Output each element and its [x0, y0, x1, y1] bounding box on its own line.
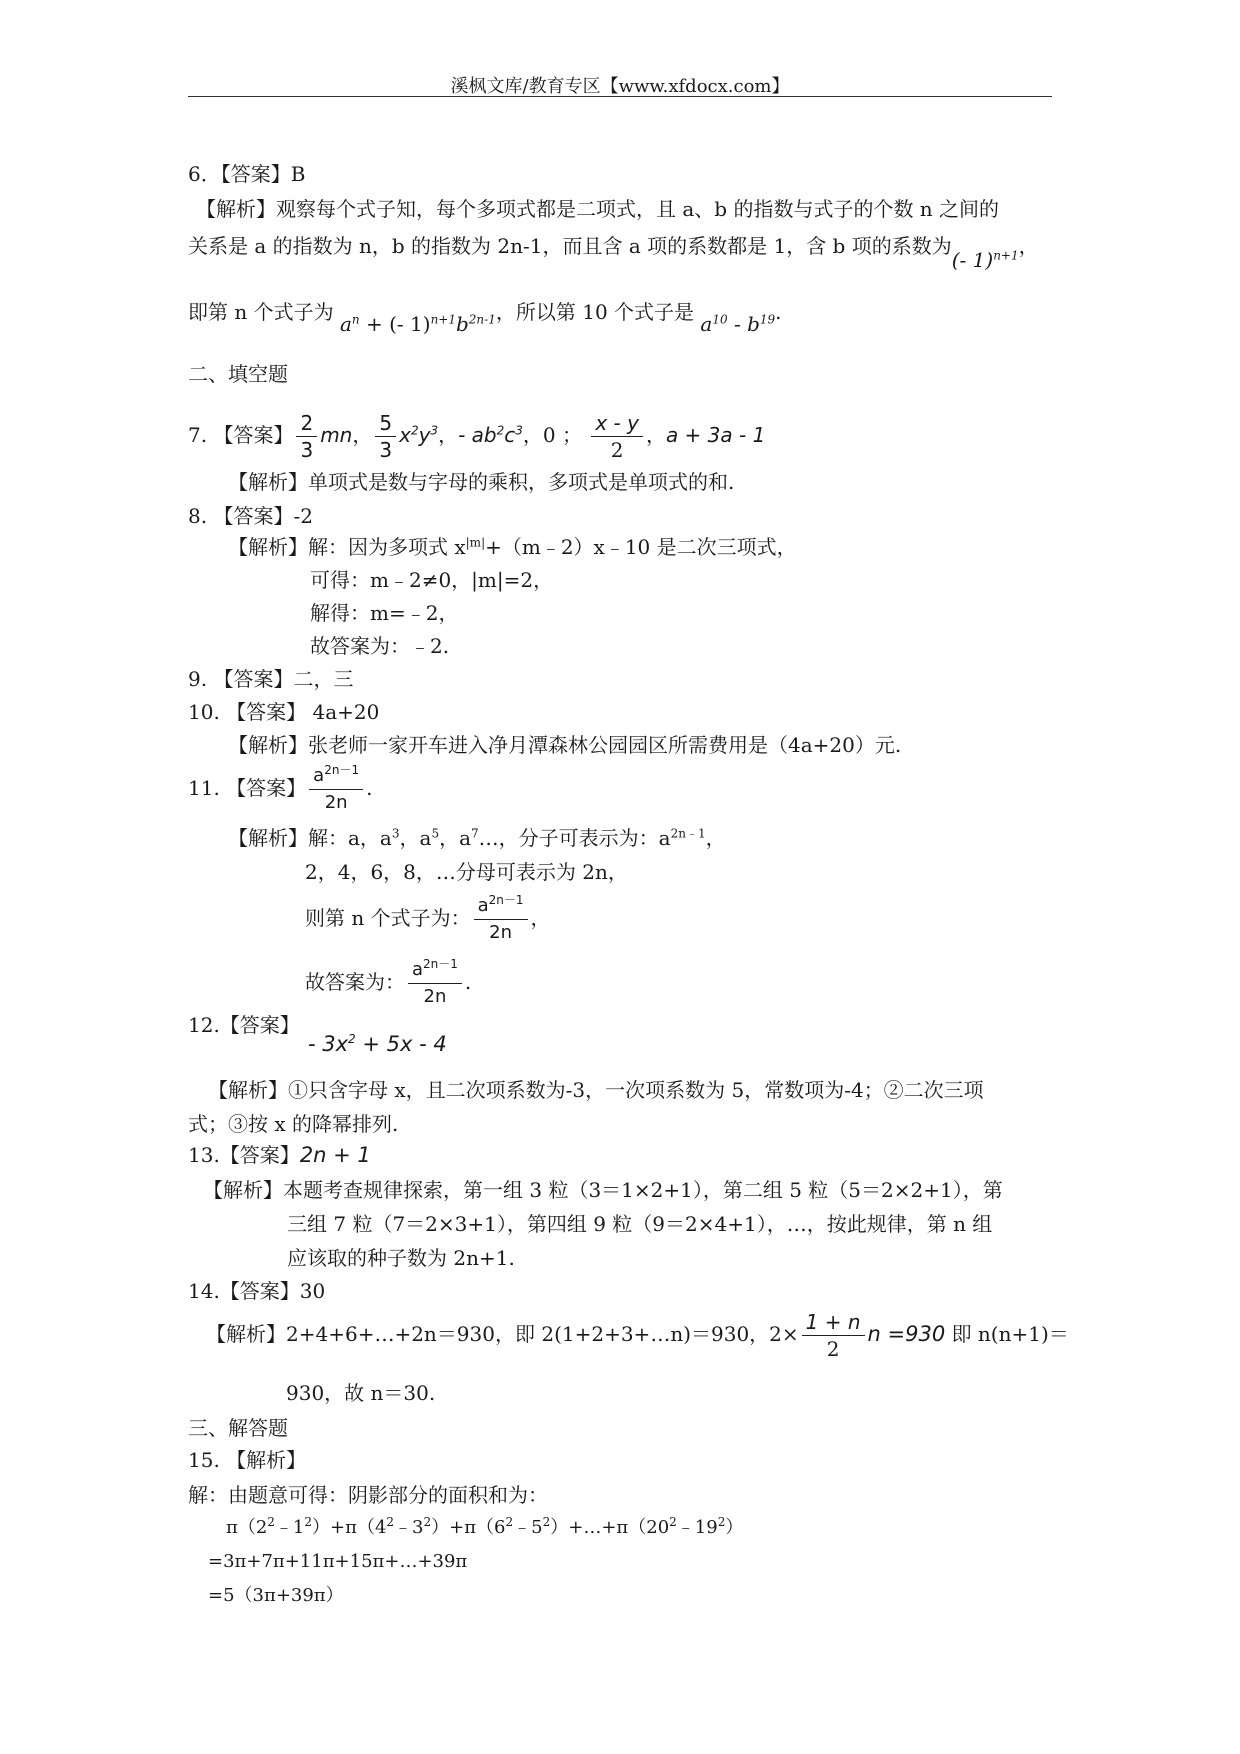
q15-line3: =3π+7π+11π+15π+…+39π	[208, 1551, 468, 1572]
q12-analysis-line2: 式；③按 x 的降幂排列.	[188, 1112, 399, 1136]
q14-answer: 14.【答案】30	[188, 1279, 326, 1303]
q11-answer-frac: $\frac{a^{2n-1}}{2n}$	[309, 764, 363, 815]
header-rule	[188, 96, 1052, 97]
q12-answer-label: 12.【答案】	[188, 1013, 300, 1037]
q7-frac-2-3: $\frac{2}{3}$	[296, 411, 317, 462]
q11-analysis-frac1: $\frac{a^{2n-1}}{2n}$	[474, 894, 528, 945]
q11-analysis-line4: 故答案为： $\frac{a^{2n-1}}{2n}$ .	[305, 957, 472, 1007]
q6-analysis-line3: 即第 n 个式子为 $a^n$ + (- $1)^{n+1}b^{2n-1}$，所以第 10 个式子是 $a^{10} - b^{19}$.	[188, 300, 782, 336]
q14-analysis-line2: 930，故 n＝30.	[286, 1381, 436, 1405]
q11-analysis-frac2: $\frac{a^{2n-1}}{2n}$	[408, 958, 462, 1009]
q6-analysis-line1: 【解析】观察每个式子知，每个多项式都是二项式，且 a、b 的指数与式子的个数 n 之间的	[196, 197, 1000, 221]
q9-answer: 9. 【答案】二，三	[188, 667, 354, 691]
q10-analysis: 【解析】张老师一家开车进入净月潭森林公园园区所需费用是（4a+20）元.	[228, 733, 902, 757]
q12-analysis-line1: 【解析】①只含字母 x，且二次项系数为-3，一次项系数为 5，常数项为-4；②二次三项	[208, 1078, 984, 1102]
section-solution: 三、解答题	[188, 1416, 288, 1440]
q6-coef: (- 1)$^{n+1}$	[951, 248, 1019, 272]
q6-analysis-line2: 关系是 a 的指数为 n，b 的指数为 2n-1，而且含 a 项的系数都是 1，含 b 项的系数为(- 1)$^{n+1}$，	[188, 234, 1039, 272]
q11-analysis-line1: 【解析】解：a，$a^3$，$a^5$，$a^7\dots$，分子可表示为：$a^{2n﹣1}$，	[228, 826, 726, 850]
q15-line4: =5（3π+39π）	[208, 1585, 344, 1606]
q6-nth-term: $a^n$ + (- $1)^{n+1}b^{2n-1}$	[339, 312, 496, 336]
q15-line1: 解：由题意可得：阴影部分的面积和为：	[188, 1483, 548, 1507]
q15-label: 15. 【解析】	[188, 1448, 307, 1472]
q8-analysis-line3: 解得：m=﹣2，	[310, 601, 459, 625]
q6-answer: 6．【答案】B	[188, 162, 306, 186]
q8-analysis-line4: 故答案为：﹣2.	[310, 634, 450, 658]
q13-analysis-line2: 三组 7 粒（7＝2×3+1），第四组 9 粒（9＝2×4+1），…，按此规律，第 n 组	[287, 1212, 993, 1236]
q7-analysis: 【解析】单项式是数与字母的乘积，多项式是单项式的和.	[228, 470, 735, 494]
q11-analysis-line2: 2，4，6，8，…分母可表示为 2n，	[305, 860, 628, 884]
q15-line2: $\pi(2^2﹣1^2)+\pi(4^2﹣3^2)+\pi(6^2﹣5^2)+\dots+\pi(20^2﹣19^2)$	[226, 1515, 744, 1538]
q13-analysis-line3: 应该取的种子数为 2n+1.	[287, 1246, 515, 1270]
q13-analysis-line1: 【解析】本题考查规律探索，第一组 3 粒（3＝1×2+1），第二组 5 粒（5＝2×2+1），第	[203, 1178, 1003, 1202]
q14-analysis-line1: 【解析】2+4+6+…+2n＝930，即 2(1+2+3+…n)＝930，2× $\frac{1 + n}{2}$ n =930 即 n(n+1)＝	[206, 1310, 1069, 1361]
page-header: 溪枫文库/教育专区【www.xfdocx.com】	[450, 76, 790, 97]
q12-answer-expr: - $3x^2 + 5x - 4$	[308, 1032, 447, 1056]
q8-answer: 8. 【答案】-2	[188, 504, 313, 528]
q7-frac-xy: $\frac{x - y}{2}$	[591, 411, 643, 462]
q7-answer: 7. 【答案】 $\frac{2}{3}$ mn， $\frac{5}{3}$ $x^2y^3$，- $ab^2c^3$，0 ； $\frac{x - y}{2}$ ，a + 3a - 1	[188, 411, 766, 462]
q11-analysis-line3: 则第 n 个式子为： $\frac{a^{2n-1}}{2n}$ ，	[305, 893, 551, 943]
q11-answer: 11. 【答案】 $\frac{a^{2n-1}}{2n}$ .	[188, 763, 373, 813]
q6-tenth-term: $a^{10} - b^{19}$	[700, 312, 776, 336]
q8-analysis-line1: 【解析】解：因为多项式 $x^{|m|}+(m﹣2)x﹣10$ 是二次三项式，	[228, 535, 797, 559]
q6-analysis-text: 关系是 a 的指数为 n，b 的指数为 2n-1，而且含 a 项的系数都是 1，含 b 项的系数为	[188, 234, 952, 258]
q7-frac-5-3: $\frac{5}{3}$	[375, 411, 396, 462]
section-fill-in: 二、填空题	[188, 362, 288, 386]
q8-analysis-line2: 可得：m﹣2≠0，|m|=2，	[310, 568, 554, 592]
q13-answer: 13.【答案】2n + 1	[188, 1143, 371, 1167]
q14-frac: $\frac{1 + n}{2}$	[802, 1310, 865, 1361]
q10-answer: 10. 【答案】 4a+20	[188, 700, 380, 724]
